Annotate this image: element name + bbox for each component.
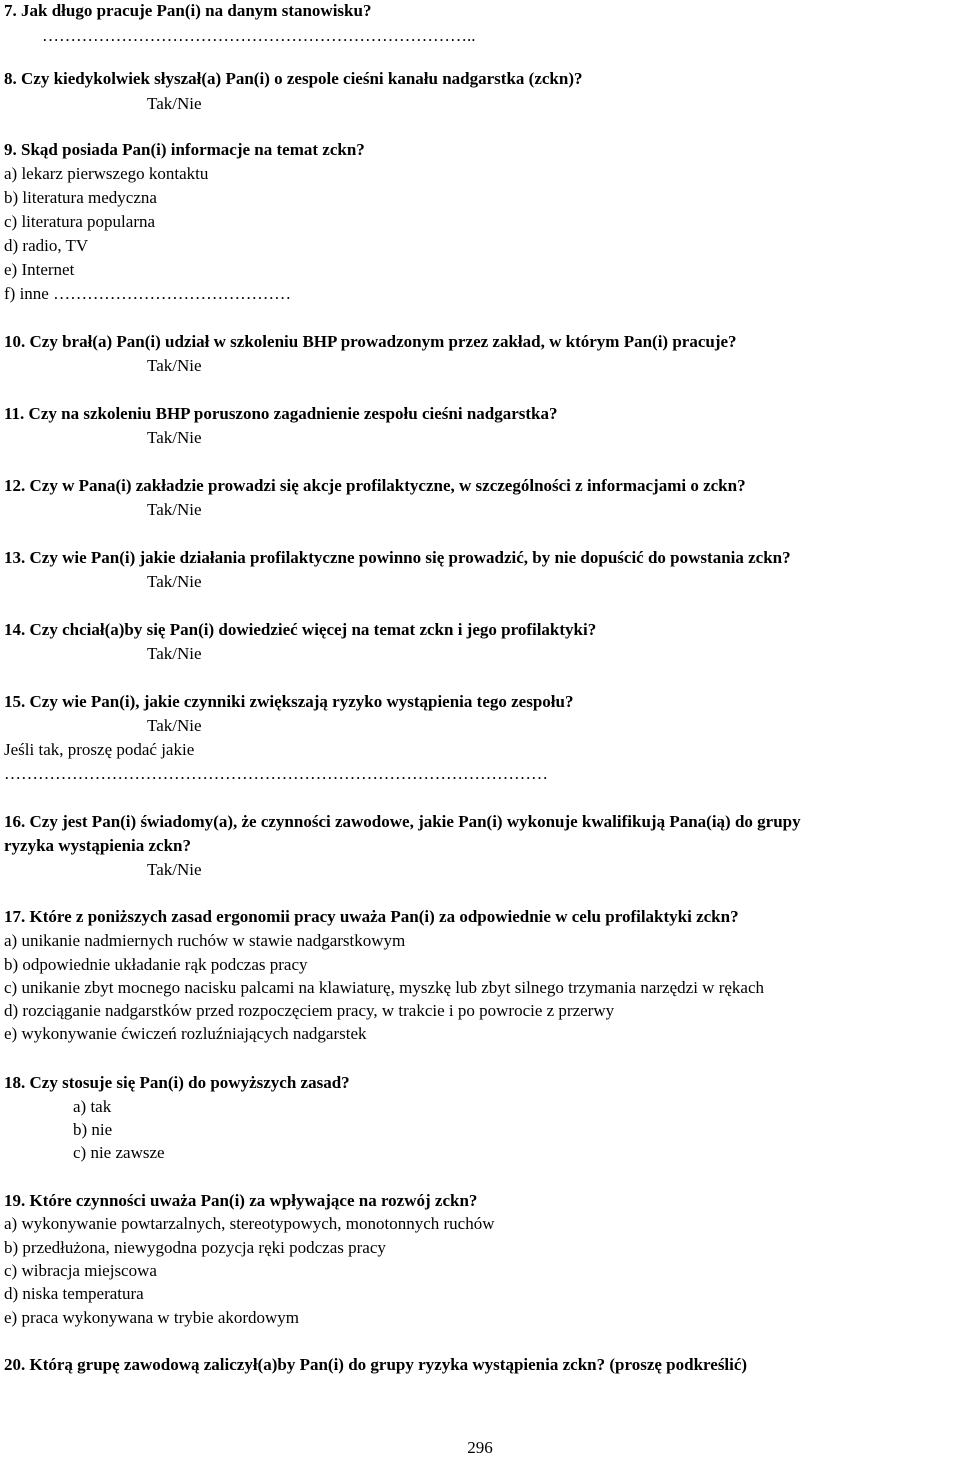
option-item: c) literatura popularna bbox=[4, 212, 156, 231]
option-item: c) wibracja miejscowa bbox=[4, 1261, 157, 1280]
question-9: 9. Skąd posiada Pan(i) informacje na temat zckn? bbox=[4, 140, 365, 159]
option-item: b) odpowiednie układanie rąk podczas pracy bbox=[4, 955, 308, 974]
option-item: e) Internet bbox=[4, 260, 75, 279]
option-item: b) nie bbox=[73, 1120, 113, 1139]
page-number: 296 bbox=[467, 1438, 493, 1457]
question-8: 8. Czy kiedykolwiek słyszał(a) Pan(i) o zespole cieśni kanału nadgarstka (zckn)? bbox=[4, 69, 583, 88]
question-14: 14. Czy chciał(a)by się Pan(i) dowiedzieć więcej na temat zckn i jego profilaktyki? bbox=[4, 620, 597, 639]
option-item: b) literatura medyczna bbox=[4, 188, 157, 207]
question-10: 10. Czy brał(a) Pan(i) udział w szkoleniu BHP prowadzonym przez zakład, w którym Pan(i) pracuje? bbox=[4, 332, 737, 351]
option-item: e) praca wykonywana w trybie akordowym bbox=[4, 1308, 300, 1327]
question-7: 7. Jak długo pracuje Pan(i) na danym stanowisku? bbox=[4, 1, 372, 20]
yes-no-answer: Tak/Nie bbox=[147, 572, 202, 591]
option-item: d) rozciąganie nadgarstków przed rozpoczęciem pracy, w trakcie i po powrocie z przerwy bbox=[4, 1001, 615, 1020]
option-item: b) przedłużona, niewygodna pozycja ręki podczas pracy bbox=[4, 1238, 386, 1257]
option-item: e) wykonywanie ćwiczeń rozluźniających nadgarstek bbox=[4, 1024, 367, 1043]
yes-no-answer: Tak/Nie bbox=[147, 716, 202, 735]
option-item: a) lekarz pierwszego kontaktu bbox=[4, 164, 209, 183]
followup-text: Jeśli tak, proszę podać jakie bbox=[4, 740, 195, 759]
question-20: 20. Którą grupę zawodową zaliczył(a)by Pan(i) do grupy ryzyka wystąpienia zckn? (proszę podkreślić) bbox=[4, 1355, 748, 1374]
yes-no-answer: Tak/Nie bbox=[147, 500, 202, 519]
question-12: 12. Czy w Pana(i) zakładzie prowadzi się akcje profilaktyczne, w szczególności z informacjami o zckn? bbox=[4, 476, 746, 495]
question-17: 17. Które z poniższych zasad ergonomii pracy uważa Pan(i) za odpowiednie w celu profilaktyki zckn? bbox=[4, 907, 739, 926]
yes-no-answer: Tak/Nie bbox=[147, 644, 202, 663]
yes-no-answer: Tak/Nie bbox=[147, 94, 202, 113]
question-16-continued: ryzyka wystąpienia zckn? bbox=[4, 836, 191, 855]
option-item: a) wykonywanie powtarzalnych, stereotypowych, monotonnych ruchów bbox=[4, 1214, 495, 1233]
option-item: d) niska temperatura bbox=[4, 1284, 144, 1303]
answer-blank: ………………………………………………………………….. bbox=[42, 26, 476, 45]
yes-no-answer: Tak/Nie bbox=[147, 860, 202, 879]
question-11: 11. Czy na szkoleniu BHP poruszono zagadnienie zespołu cieśni nadgarstka? bbox=[4, 404, 558, 423]
question-15: 15. Czy wie Pan(i), jakie czynniki zwiększają ryzyko wystąpienia tego zespołu? bbox=[4, 692, 574, 711]
question-18: 18. Czy stosuje się Pan(i) do powyższych zasad? bbox=[4, 1073, 350, 1092]
question-13: 13. Czy wie Pan(i) jakie działania profilaktyczne powinno się prowadzić, by nie dopuścić do powstania zckn? bbox=[4, 548, 791, 567]
answer-blank: …………………………………………………………………………………… bbox=[4, 764, 548, 783]
option-item: d) radio, TV bbox=[4, 236, 89, 255]
question-16: 16. Czy jest Pan(i) świadomy(a), że czynności zawodowe, jakie Pan(i) wykonuje kwalifikują Pana(ią) do grupy bbox=[4, 812, 801, 831]
yes-no-answer: Tak/Nie bbox=[147, 356, 202, 375]
yes-no-answer: Tak/Nie bbox=[147, 428, 202, 447]
option-item: c) nie zawsze bbox=[73, 1143, 165, 1162]
question-19: 19. Które czynności uważa Pan(i) za wpływające na rozwój zckn? bbox=[4, 1191, 478, 1210]
option-item: a) tak bbox=[73, 1097, 112, 1116]
option-item: a) unikanie nadmiernych ruchów w stawie nadgarstkowym bbox=[4, 931, 406, 950]
option-item: f) inne …………………………………… bbox=[4, 284, 292, 303]
option-item: c) unikanie zbyt mocnego nacisku palcami na klawiaturę, myszkę lub zbyt silnego trzymania narzędzi w rękach bbox=[4, 978, 764, 997]
